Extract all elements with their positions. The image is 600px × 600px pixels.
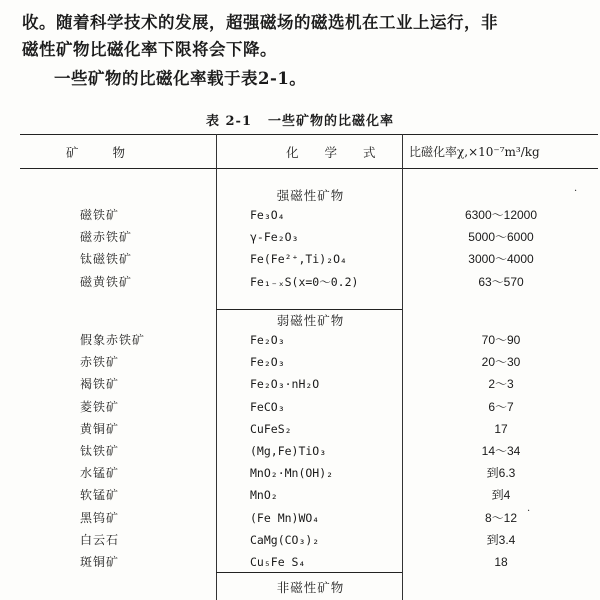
chemical-formula-cell: Cu₅Fe S₄	[250, 555, 306, 569]
chemical-formula-cell: MnO₂	[250, 488, 278, 503]
chemical-formula-cell: Fe₂O₃·nH₂O	[250, 377, 320, 392]
header-formula-text: 化学式	[286, 145, 402, 160]
table-column-divider-1	[216, 134, 217, 600]
chemical-formula-cell: CaMg(CO₃)₂	[250, 532, 320, 547]
group-separator-2	[216, 572, 402, 573]
susceptibility-value-cell: 到4	[491, 488, 511, 503]
header-mineral	[66, 143, 159, 161]
chemical-formula-cell: Fe₂O₃	[250, 333, 285, 347]
chemical-formula-cell: (Fe Mn)WO₄	[250, 510, 320, 525]
table-header-rule	[20, 168, 598, 169]
mineral-name-cell: 软锰矿	[80, 488, 120, 503]
mineral-name-cell: 菱铁矿	[80, 399, 120, 414]
group-title: 非磁性矿物	[276, 580, 345, 595]
mineral-name-cell: 斑铜矿	[80, 555, 120, 569]
susceptibility-value-cell: 70～90	[481, 333, 521, 347]
susceptibility-value-cell: 14～34	[481, 444, 521, 458]
chemical-formula-cell: Fe₃O₄	[250, 208, 285, 222]
header-mineral-text: 矿物	[66, 145, 160, 160]
body-paragraph-line-3: 一些矿物的比磁化率载于表2-1。	[54, 69, 307, 88]
chemical-formula-cell: γ-Fe₂O₃	[250, 230, 299, 245]
mineral-name-cell: 白云石	[80, 532, 120, 547]
body-paragraph-line-2: 磁性矿物比磁化率下限将会下降。	[22, 40, 277, 59]
chemical-formula-cell: Fe₁₋ₓS(x=0～0.2)	[250, 274, 359, 289]
chemical-formula-cell: CuFeS₂	[250, 421, 292, 436]
scan-speck: ·	[574, 186, 578, 197]
scan-speck: ·	[527, 506, 531, 517]
mineral-name-cell: 钛铁矿	[80, 444, 120, 458]
chemical-formula-cell: Fe(Fe²⁺,Ti)₂O₄	[250, 252, 347, 267]
body-paragraph-line-1: 收。随着科学技术的发展，超强磁场的磁选机在工业上运行，非	[22, 13, 498, 32]
susceptibility-value-cell: 20～30	[481, 355, 521, 370]
mineral-name-cell: 赤铁矿	[80, 355, 120, 370]
chemical-formula-cell: MnO₂·Mn(OH)₂	[250, 466, 334, 481]
mineral-name-cell: 水锰矿	[80, 466, 120, 481]
susceptibility-value-cell: 到3.4	[486, 532, 516, 547]
chemical-formula-cell: (Mg,Fe)TiO₃	[250, 444, 327, 458]
susceptibility-value-cell: 8～12	[484, 510, 518, 525]
mineral-name-cell: 黄铜矿	[80, 421, 120, 436]
group-title: 弱磁性矿物	[276, 313, 345, 328]
header-formula	[286, 143, 402, 161]
mineral-name-cell: 磁铁矿	[80, 208, 120, 222]
chemical-formula-cell: Fe₂O₃	[250, 355, 285, 370]
susceptibility-value-cell: 6～7	[488, 399, 514, 414]
mineral-name-cell: 钛磁铁矿	[80, 252, 133, 267]
table-caption	[0, 110, 600, 129]
group-title: 强磁性矿物	[276, 188, 345, 203]
susceptibility-value-cell: 5000～6000	[468, 230, 534, 245]
susceptibility-value-cell: 2～3	[488, 377, 514, 392]
header-susceptibility: 比磁化率χ,×10⁻⁷m³/kg	[409, 145, 540, 159]
susceptibility-value-cell: 到6.3	[486, 466, 516, 481]
susceptibility-value-cell: 17	[494, 421, 508, 436]
susceptibility-value-cell: 18	[494, 555, 508, 569]
table-caption-number: 表 2-1	[205, 114, 252, 129]
mineral-name-cell: 黑钨矿	[80, 510, 120, 525]
susceptibility-value-cell: 6300～12000	[464, 208, 538, 222]
mineral-name-cell: 磁黄铁矿	[80, 274, 133, 289]
susceptibility-value-cell: 63～570	[478, 274, 524, 289]
mineral-name-cell: 磁赤铁矿	[80, 230, 133, 245]
chemical-formula-cell: FeCO₃	[250, 399, 285, 414]
table-top-rule	[20, 134, 598, 135]
group-separator-1	[216, 309, 402, 310]
mineral-name-cell: 假象赤铁矿	[80, 333, 146, 347]
table-caption-title: 一些矿物的比磁化率	[268, 114, 395, 129]
mineral-name-cell: 褐铁矿	[80, 377, 120, 392]
susceptibility-value-cell: 3000～4000	[468, 252, 534, 267]
